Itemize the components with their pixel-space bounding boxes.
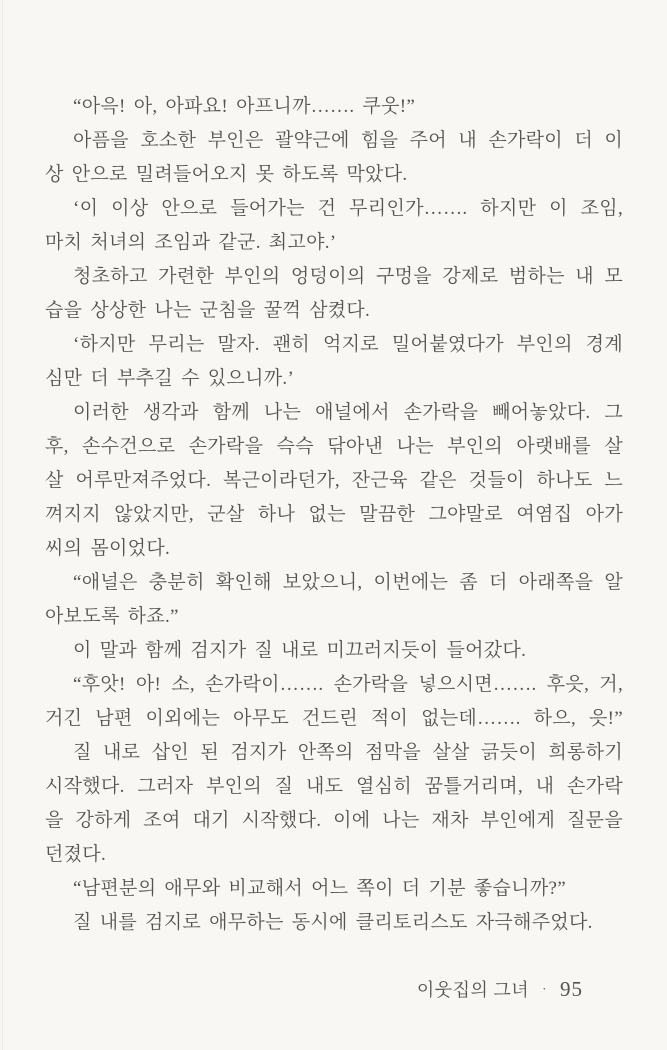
text-line: ‘하지만 무리는 말자. 괜히 억지로 밀어붙였다가 부인의 경계 <box>73 334 623 355</box>
text-line: 던졌다. <box>45 844 107 865</box>
text-line: 시작했다. 그러자 부인의 질 내도 열심히 꿈틀거리며, 내 손가락 <box>45 776 623 797</box>
text-line: “후앗! 아! 소, 손가락이……. 손가락을 넣으시면……. 후읏, 거, <box>73 674 623 695</box>
text-line: 이 말과 함께 검지가 질 내로 미끄러지듯이 들어갔다. <box>73 640 527 661</box>
text-line: “아윽! 아, 아파요! 아프니까……. 쿠웃!” <box>73 96 416 117</box>
text-line: 아보도록 하죠.” <box>45 606 179 627</box>
text-line: 질 내로 삽인 된 검지가 안쪽의 점막을 살살 긁듯이 희롱하기 <box>73 742 623 763</box>
footer-book-title: 이웃집의 그녀 <box>416 980 530 1000</box>
text-line: 상 안으로 밀려들어오지 못 하도록 막았다. <box>45 164 408 185</box>
text-line: “남편분의 애무와 비교해서 어느 쪽이 더 기분 좋습니까?” <box>73 878 566 899</box>
text-line: 껴지지 않았지만, 군살 하나 없는 말끔한 그야말로 여염집 아가 <box>45 504 623 525</box>
text-line: 청초하고 가련한 부인의 엉덩이의 구멍을 강제로 범하는 내 모 <box>73 266 623 287</box>
text-line: 습을 상상한 나는 군침을 꿀꺽 삼켰다. <box>45 300 371 321</box>
text-line: 씨의 몸이었다. <box>45 538 171 559</box>
scan-edge-artifact <box>2 0 3 1050</box>
footer-separator-dot: · <box>542 981 547 996</box>
text-line: 마치 처녀의 조임과 같군. 최고야.’ <box>45 232 337 253</box>
text-line: 이러한 생각과 함께 나는 애널에서 손가락을 빼어놓았다. 그 <box>73 402 623 423</box>
text-line: 심만 더 부추길 수 있으니까.’ <box>45 368 295 389</box>
page-body-text <box>45 90 623 940</box>
text-line: 질 내를 검지로 애무하는 동시에 클리토리스도 자극해주었다. <box>73 912 593 933</box>
page-footer <box>417 976 583 1002</box>
text-line: 거긴 남편 이외에는 아무도 건드린 적이 없는데……. 하으, 읏!” <box>45 708 623 729</box>
text-line: 아픔을 호소한 부인은 괄약근에 힘을 주어 내 손가락이 더 이 <box>73 130 623 151</box>
text-line: ‘이 이상 안으로 들어가는 건 무리인가……. 하지만 이 조임, <box>73 198 623 219</box>
text-line: 을 강하게 조여 대기 시작했다. 이에 나는 재차 부인에게 질문을 <box>45 810 623 831</box>
text-line: 살 어루만져주었다. 복근이라던가, 잔근육 같은 것들이 하나도 느 <box>45 470 623 491</box>
text-line: “애널은 충분히 확인해 보았으니, 이번에는 좀 더 아래쪽을 알 <box>73 572 623 593</box>
text-line: 후, 손수건으로 손가락을 슥슥 닦아낸 나는 부인의 아랫배를 살 <box>45 436 623 457</box>
footer-page-number: 95 <box>560 977 583 1001</box>
